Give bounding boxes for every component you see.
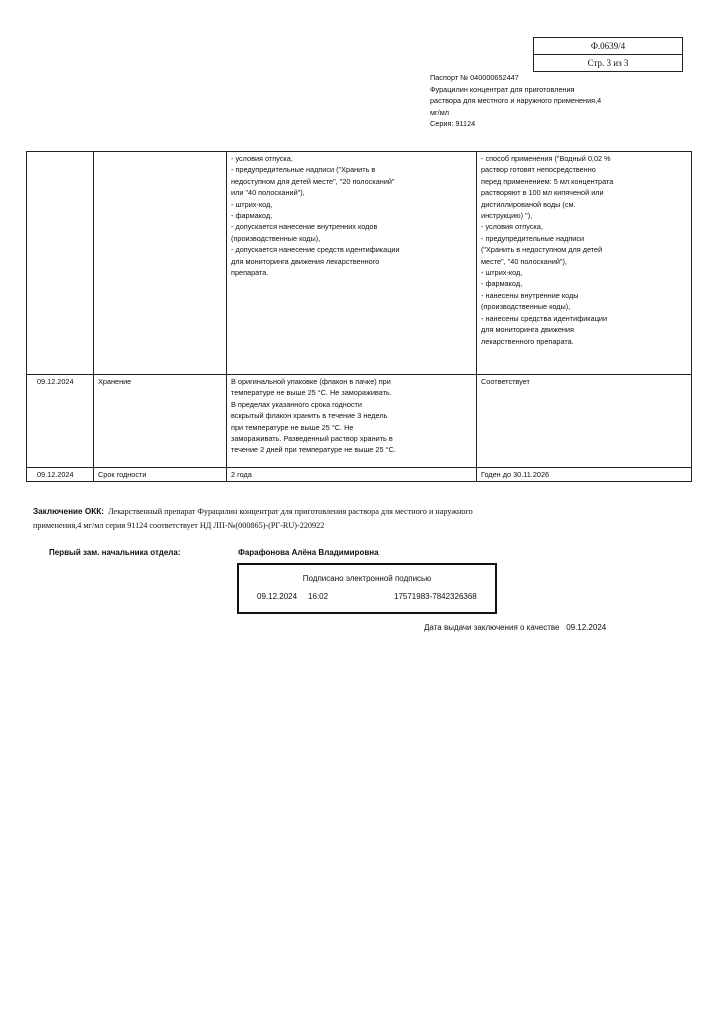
result-line: - фармакод, (481, 279, 523, 289)
requirement-line: недоступном для детей месте", "20 полосканий" (231, 176, 395, 186)
conclusion-line: применения,4 мг/мл серия 91124 соответствует НД ЛП-№(000865)-(РГ-RU)-220922 (33, 520, 325, 530)
result-line: - нанесены внутренние коды (481, 290, 579, 300)
result-line: Соответствует (481, 377, 530, 386)
result-line: перед применением: 5 мл концентрата (481, 176, 614, 186)
requirement-line: В пределах указанного срока годности (231, 399, 362, 409)
table-row (27, 468, 692, 482)
stamp-time: 16:02 (308, 592, 329, 601)
form-code-box (533, 37, 683, 72)
date-cell (27, 152, 94, 375)
requirement-line: - фармакод, (231, 211, 273, 221)
result-line: ("Хранить в недоступном для детей (481, 245, 603, 255)
requirement-line: - допускается нанесение средств идентификации (231, 245, 400, 255)
result-cell (477, 152, 692, 375)
requirement-line: течение 2 дней при температуре не выше 25 °C. (231, 445, 396, 455)
result-cell (477, 468, 692, 482)
form-code: Ф.0639/4 (590, 41, 626, 51)
conclusion-block (33, 505, 593, 532)
result-cell (477, 375, 692, 468)
product-line: раствора для местного и наружного применения,4 (430, 96, 602, 106)
parameter-cell: Хранение (94, 375, 227, 468)
result-line: месте", "40 полосканий"), (481, 256, 567, 266)
issue-date-line (424, 623, 606, 632)
table-row (27, 152, 692, 375)
result-line: Годен до 30.11.2026 (481, 470, 550, 479)
date-cell: 09.12.2024 (27, 468, 94, 482)
requirement-line: для мониторинга движения лекарственного (231, 256, 380, 266)
signer-position: Первый зам. начальника отдела: (49, 548, 181, 557)
conclusion-text: Лекарственный препарат Фурацилин концентрат для приготовления раствора для местного и наружного (108, 507, 473, 516)
requirement-cell (227, 468, 477, 482)
issue-label: Дата выдачи заключения о качестве (424, 623, 560, 632)
table-row (27, 375, 692, 468)
result-line: (производственные коды), (481, 302, 571, 312)
stamp-title: Подписано электронной подписью (302, 574, 432, 583)
requirement-line: В оригинальной упаковке (флакон в пачке) при (231, 377, 391, 386)
requirement-line: - допускается нанесение внутренних кодов (231, 222, 378, 232)
requirement-line: или "40 полосканий"), (231, 188, 305, 198)
page-info: Стр. 3 из 3 (534, 54, 682, 71)
result-line: лекарственного препарата. (481, 336, 574, 346)
passport-number: Паспорт № 040000652447 (430, 73, 519, 82)
result-line: - способ применения ("Водный 0,02 % (481, 154, 611, 163)
requirement-line: замораживать. Разведенный раствор хранить в (231, 434, 393, 444)
passport-series: Серия: 91124 (430, 119, 476, 129)
stamp-number: 17571983-7842326368 (394, 592, 477, 601)
result-line: дистиллированой воды (см. (481, 199, 576, 209)
passport-block (430, 72, 645, 130)
quality-table (26, 151, 692, 482)
requirement-line: вскрытый флакон хранить в течение 3 недель (231, 411, 388, 421)
result-line: - нанесены средства идентификации (481, 313, 608, 323)
requirement-line: - предупредительные надписи ("Хранить в (231, 165, 376, 175)
signer-name: Фарафонова Алёна Владимировна (238, 548, 379, 557)
conclusion-label: Заключение ОКК: (33, 507, 104, 516)
conclusion-line (33, 505, 593, 519)
result-line: - условия отпуска, (481, 222, 543, 232)
parameter-cell (94, 152, 227, 375)
result-line: инструкцию) "), (481, 211, 533, 221)
parameter-cell: Срок годности (94, 468, 227, 482)
requirement-line: (производственные коды), (231, 233, 321, 243)
requirement-line: - условия отпуска, (231, 154, 293, 163)
requirement-line: при температуре не выше 25 °C. Не (231, 422, 354, 432)
requirement-cell (227, 152, 477, 375)
result-line: раствор готовят непосредственно (481, 165, 596, 175)
electronic-signature-stamp (237, 563, 497, 614)
requirement-line: 2 года (231, 470, 252, 479)
stamp-date: 09.12.2024 (257, 592, 298, 601)
product-line: мг/мл (430, 107, 449, 117)
date-cell: 09.12.2024 (27, 375, 94, 468)
product-line: Фурацилин концентрат для приготовления (430, 84, 575, 94)
requirement-cell (227, 375, 477, 468)
result-line: - предупредительные надписи (481, 233, 585, 243)
result-line: растворяют в 100 мл кипяченой или (481, 188, 604, 198)
issue-date: 09.12.2024 (566, 623, 607, 632)
requirement-line: температуре не выше 25 °C. Не замораживать. (231, 388, 392, 398)
result-line: - штрих-код, (481, 268, 523, 278)
requirement-line: препарата. (231, 268, 269, 278)
result-line: для мониторинга движения (481, 325, 574, 335)
requirement-line: - штрих-код, (231, 199, 273, 209)
